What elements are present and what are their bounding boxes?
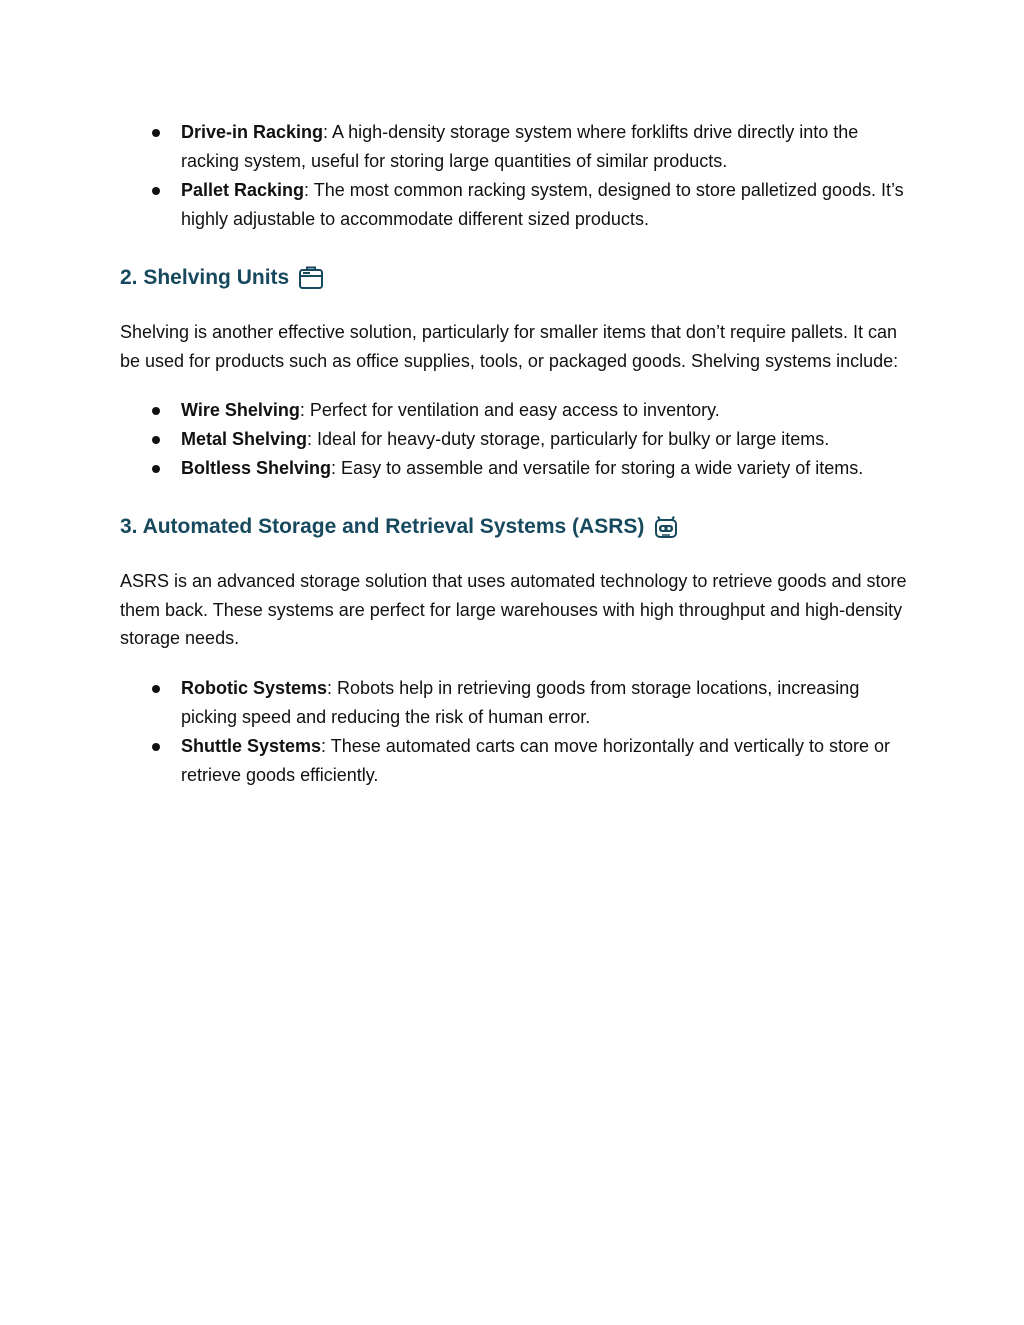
list-item-term: Drive-in Racking: [181, 122, 324, 142]
bullet-icon: [152, 743, 160, 751]
section-heading-text: 2. Shelving Units: [120, 266, 290, 289]
list-item-term: Shuttle Systems: [181, 735, 322, 756]
list-item: [120, 396, 910, 425]
bullet-icon: [152, 685, 160, 693]
document-content: [120, 118, 910, 790]
list-item: [120, 118, 910, 176]
shelving-list: [120, 396, 910, 483]
section-heading-text: 3. Automated Storage and Retrieval Systems (ASRS): [120, 515, 645, 538]
bullet-icon: [152, 436, 160, 444]
bullet-icon: [152, 187, 160, 195]
cabinet-icon: [298, 265, 324, 291]
list-item-term: Wire Shelving: [181, 400, 300, 420]
racking-list: [120, 118, 910, 234]
list-item: [120, 732, 910, 790]
list-item-term: Pallet Racking: [181, 180, 305, 200]
bullet-icon: [152, 407, 160, 415]
asrs-list: [120, 674, 910, 790]
list-item-text: : Perfect for ventilation and easy access to inventory.: [299, 400, 720, 420]
bullet-icon: [152, 129, 160, 137]
list-item-text: : Easy to assemble and versatile for storing a wide variety of items.: [331, 458, 864, 478]
list-item: [120, 176, 910, 234]
list-item-term: Robotic Systems: [181, 677, 328, 698]
section-heading-shelving: [120, 264, 910, 292]
list-item-text: : A high-density storage system where forklifts drive directly into the racking system, useful for storing large quantities of similar products.: [181, 122, 859, 171]
list-item-text: : The most common racking system, designed to store palletized goods. It’s highly adjustable to accommodate different sized products.: [181, 180, 904, 229]
list-item-text: : These automated carts can move horizontally and vertically to store or retrieve goods efficiently.: [181, 735, 890, 785]
bullet-icon: [152, 465, 160, 473]
list-item-text: : Ideal for heavy-duty storage, particularly for bulky or large items.: [307, 429, 830, 449]
list-item-term: Boltless Shelving: [181, 458, 332, 478]
list-item: [120, 454, 910, 483]
list-item-text: : Robots help in retrieving goods from storage locations, increasing picking speed and reducing the risk of human error.: [181, 677, 860, 727]
section-heading-asrs: [120, 513, 910, 541]
list-item: [120, 674, 910, 732]
section-paragraph: ASRS is an advanced storage solution that uses automated technology to retrieve goods and store them back. These systems are perfect for large warehouses with high throughput and high-density storage needs.: [120, 571, 907, 648]
section-paragraph: Shelving is another effective solution, particularly for smaller items that don’t require pallets. It can be used for products such as office supplies, tools, or packaged goods. Shelving systems include:: [120, 322, 899, 371]
list-item-term: Metal Shelving: [181, 429, 308, 449]
robot-icon: [653, 514, 679, 540]
list-item: [120, 425, 910, 454]
